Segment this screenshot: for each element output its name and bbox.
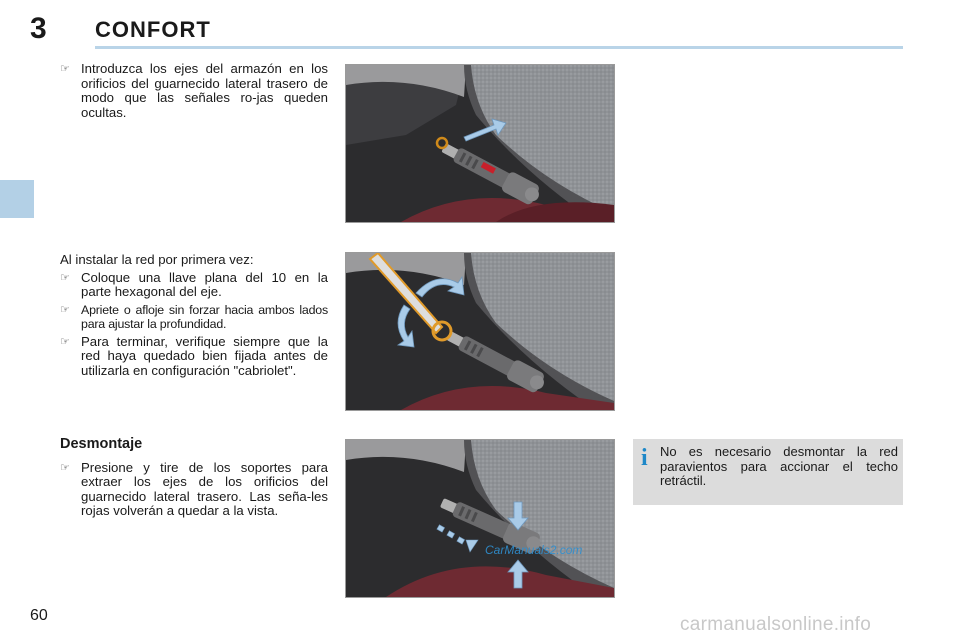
page-number: 60: [30, 607, 48, 624]
figure-remove-axes: [345, 439, 615, 598]
first-install-instructions: [60, 253, 328, 381]
list-item: [60, 335, 328, 379]
removal-instructions: [60, 437, 328, 522]
list-item: [60, 271, 328, 300]
install-instructions: [60, 62, 328, 123]
figure-adjust-wrench: [345, 252, 615, 411]
pointing-hand-icon: ☞: [60, 271, 70, 284]
illustration-wrench: [346, 253, 614, 410]
list-item: [60, 461, 328, 519]
list-item-text: Para terminar, verifique siempre que la red haya quedado bien fijada antes de utilizarla en configuración "cabriolet".: [81, 333, 328, 378]
info-icon: i: [641, 445, 648, 471]
pointing-hand-icon: ☞: [60, 335, 70, 348]
watermark-carmanuals2: CarManuals2.com: [485, 543, 583, 557]
info-box: [633, 439, 903, 505]
intro-text: Al instalar la red por primera vez:: [60, 252, 254, 267]
section-title: Desmontaje: [60, 436, 143, 452]
list-item-text: Coloque una llave plana del 10 en la parte hexagonal del eje.: [81, 269, 328, 299]
header-rule: [95, 46, 903, 49]
chapter-number: 3: [30, 12, 47, 45]
figure-insert-axes: [345, 64, 615, 223]
pointing-hand-icon: ☞: [60, 63, 70, 75]
pointing-hand-icon: ☞: [60, 303, 70, 316]
illustration-remove: [346, 440, 614, 597]
illustration-insert: [346, 65, 614, 222]
info-text: No es necesario desmontar la red paravientos para accionar el techo retráctil.: [660, 444, 898, 488]
pointing-hand-icon: ☞: [60, 461, 70, 474]
list-item-text: Introduzca los ejes del armazón en los orificios del guarnecido lateral trasero de modo que las señales ro-jas queden ocultas.: [81, 61, 328, 120]
chapter-side-tab: [0, 180, 34, 218]
chapter-title: CONFORT: [95, 17, 211, 42]
list-item-text: Presione y tire de los soportes para extraer los ejes de los orificios del guarnecido lateral trasero. Las seña-les rojas volverán a quedar a la vista.: [81, 459, 328, 518]
watermark-footer: carmanualsonline.info: [680, 614, 872, 635]
list-item: [60, 303, 328, 332]
list-item-text: Apriete o afloje sin forzar hacia ambos lados para ajustar la profundidad.: [81, 302, 328, 331]
list-item: [60, 62, 328, 120]
